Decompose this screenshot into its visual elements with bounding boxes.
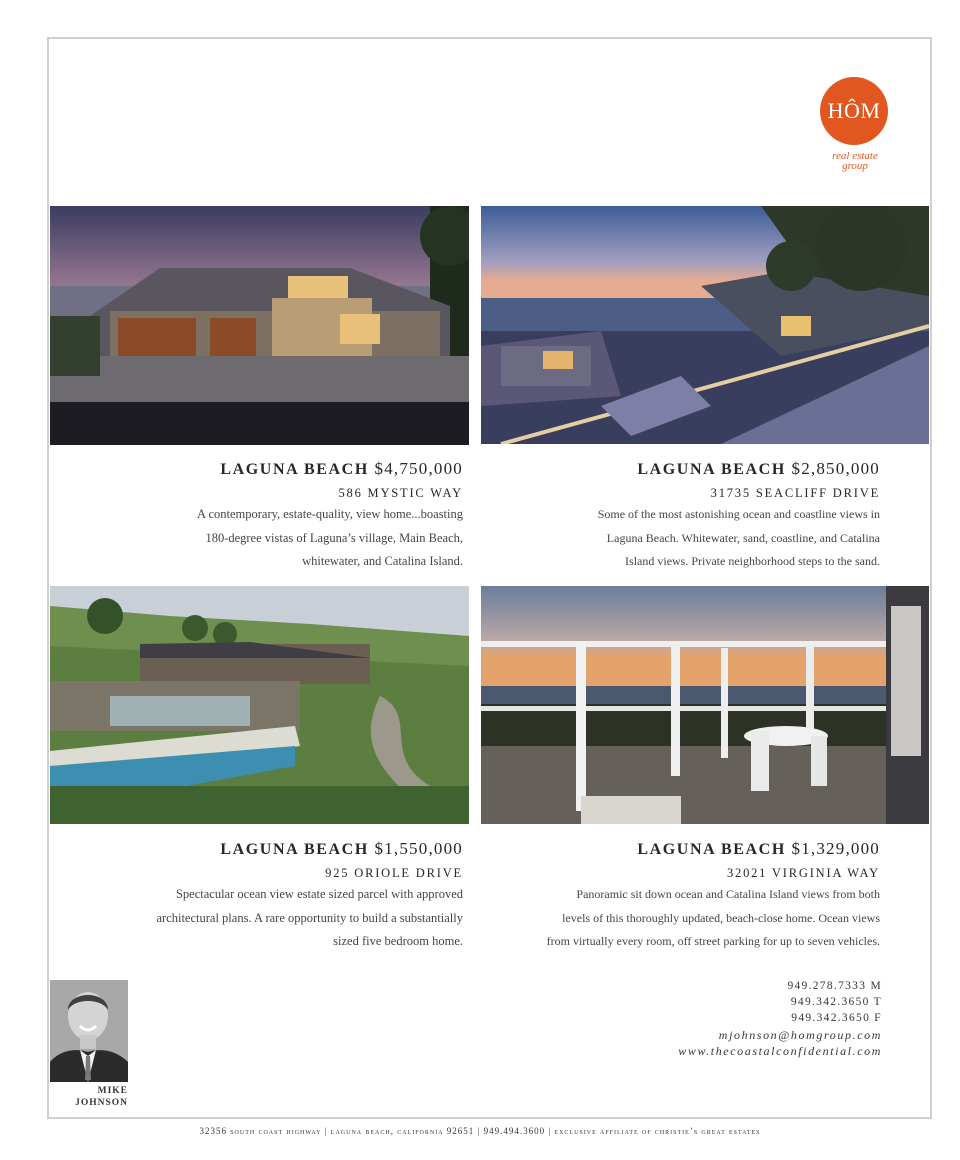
description-line: whitewater, and Catalina Island. bbox=[302, 554, 463, 568]
description-line: A contemporary, estate-quality, view home...boasting bbox=[196, 507, 463, 521]
listing-city: LAGUNA BEACH bbox=[637, 461, 786, 478]
listing-price: $1,550,000 bbox=[374, 839, 463, 858]
agent-last-name: JOHNSON bbox=[75, 1098, 128, 1108]
listing-headline bbox=[547, 839, 880, 859]
agent-portrait bbox=[50, 980, 128, 1082]
listing-address: 925 ORIOLE DRIVE bbox=[325, 866, 463, 880]
agent-first-name: MIKE bbox=[97, 1086, 128, 1096]
website-link[interactable]: www.thecoastalconfidential.com bbox=[678, 1043, 882, 1058]
listing-photo-mystic-way bbox=[50, 206, 469, 445]
description-line: sized five bedroom home. bbox=[333, 934, 463, 948]
description-line: levels of this thoroughly updated, beach-close home. Ocean views bbox=[562, 910, 880, 925]
email-link[interactable]: mjohnson@homgroup.com bbox=[718, 1027, 882, 1042]
listing-address: 32021 VIRGINIA WAY bbox=[726, 866, 880, 880]
description-line: Panoramic sit down ocean and Catalina Island views from both bbox=[576, 887, 880, 901]
description-line: Laguna Beach. Whitewater, sand, coastline, and Catalina bbox=[606, 530, 880, 545]
listing-virginia-way bbox=[547, 839, 880, 954]
listing-photo-virginia-way bbox=[481, 586, 929, 824]
description-line: architectural plans. A rare opportunity to build a substantially bbox=[156, 910, 463, 925]
listing-price: $4,750,000 bbox=[374, 459, 463, 478]
description-line: Some of the most astonishing ocean and coastline views in bbox=[597, 507, 880, 521]
listing-city: LAGUNA BEACH bbox=[637, 841, 786, 858]
listing-description bbox=[547, 883, 880, 954]
listing-address: 586 MYSTIC WAY bbox=[338, 486, 463, 500]
description-line: 180-degree vistas of Laguna’s village, Main Beach, bbox=[205, 530, 463, 545]
listing-photo-seacliff-drive bbox=[481, 206, 929, 444]
listing-description bbox=[156, 883, 463, 954]
listing-description bbox=[197, 503, 463, 574]
mobile-number[interactable]: 949.278.7333 M bbox=[787, 980, 882, 992]
description-line: from virtually every room, off street parking for up to seven vehicles. bbox=[546, 934, 880, 948]
contact-block bbox=[678, 978, 882, 1059]
listing-description bbox=[598, 503, 880, 574]
logo-tagline bbox=[820, 151, 890, 171]
phone-number[interactable]: 949.342.3650 T bbox=[790, 996, 882, 1009]
listing-city: LAGUNA BEACH bbox=[220, 841, 369, 858]
listing-headline bbox=[598, 459, 880, 479]
description-line: Spectacular ocean view estate sized parcel with approved bbox=[175, 887, 463, 901]
hom-logo bbox=[820, 77, 890, 171]
ad-frame bbox=[47, 37, 932, 1119]
listing-address: 31735 SEACLIFF DRIVE bbox=[710, 486, 880, 500]
description-line: Island views. Private neighborhood steps to the sand. bbox=[625, 554, 880, 568]
logo-tagline-line2: group bbox=[842, 160, 868, 172]
listing-oriole-drive bbox=[156, 839, 463, 954]
fax-number: 949.342.3650 F bbox=[791, 1012, 882, 1025]
listing-price: $2,850,000 bbox=[791, 459, 880, 478]
listing-city: LAGUNA BEACH bbox=[220, 461, 369, 478]
listing-headline bbox=[156, 839, 463, 859]
logo-tagline-line1: real estate bbox=[832, 150, 878, 162]
listing-seacliff-drive bbox=[598, 459, 880, 574]
listing-headline bbox=[197, 459, 463, 479]
agent-name bbox=[50, 1085, 128, 1109]
listing-photo-oriole-drive bbox=[50, 586, 469, 824]
footer-address: 32356 south coast highway | laguna beach, california 92651 | 949.494.3600 | exclusive affiliate of christie’s great estates bbox=[199, 1126, 761, 1136]
listing-price: $1,329,000 bbox=[791, 839, 880, 858]
logo-text: HÔM bbox=[827, 98, 881, 123]
logo-circle bbox=[820, 77, 888, 145]
listing-mystic-way bbox=[197, 459, 463, 574]
